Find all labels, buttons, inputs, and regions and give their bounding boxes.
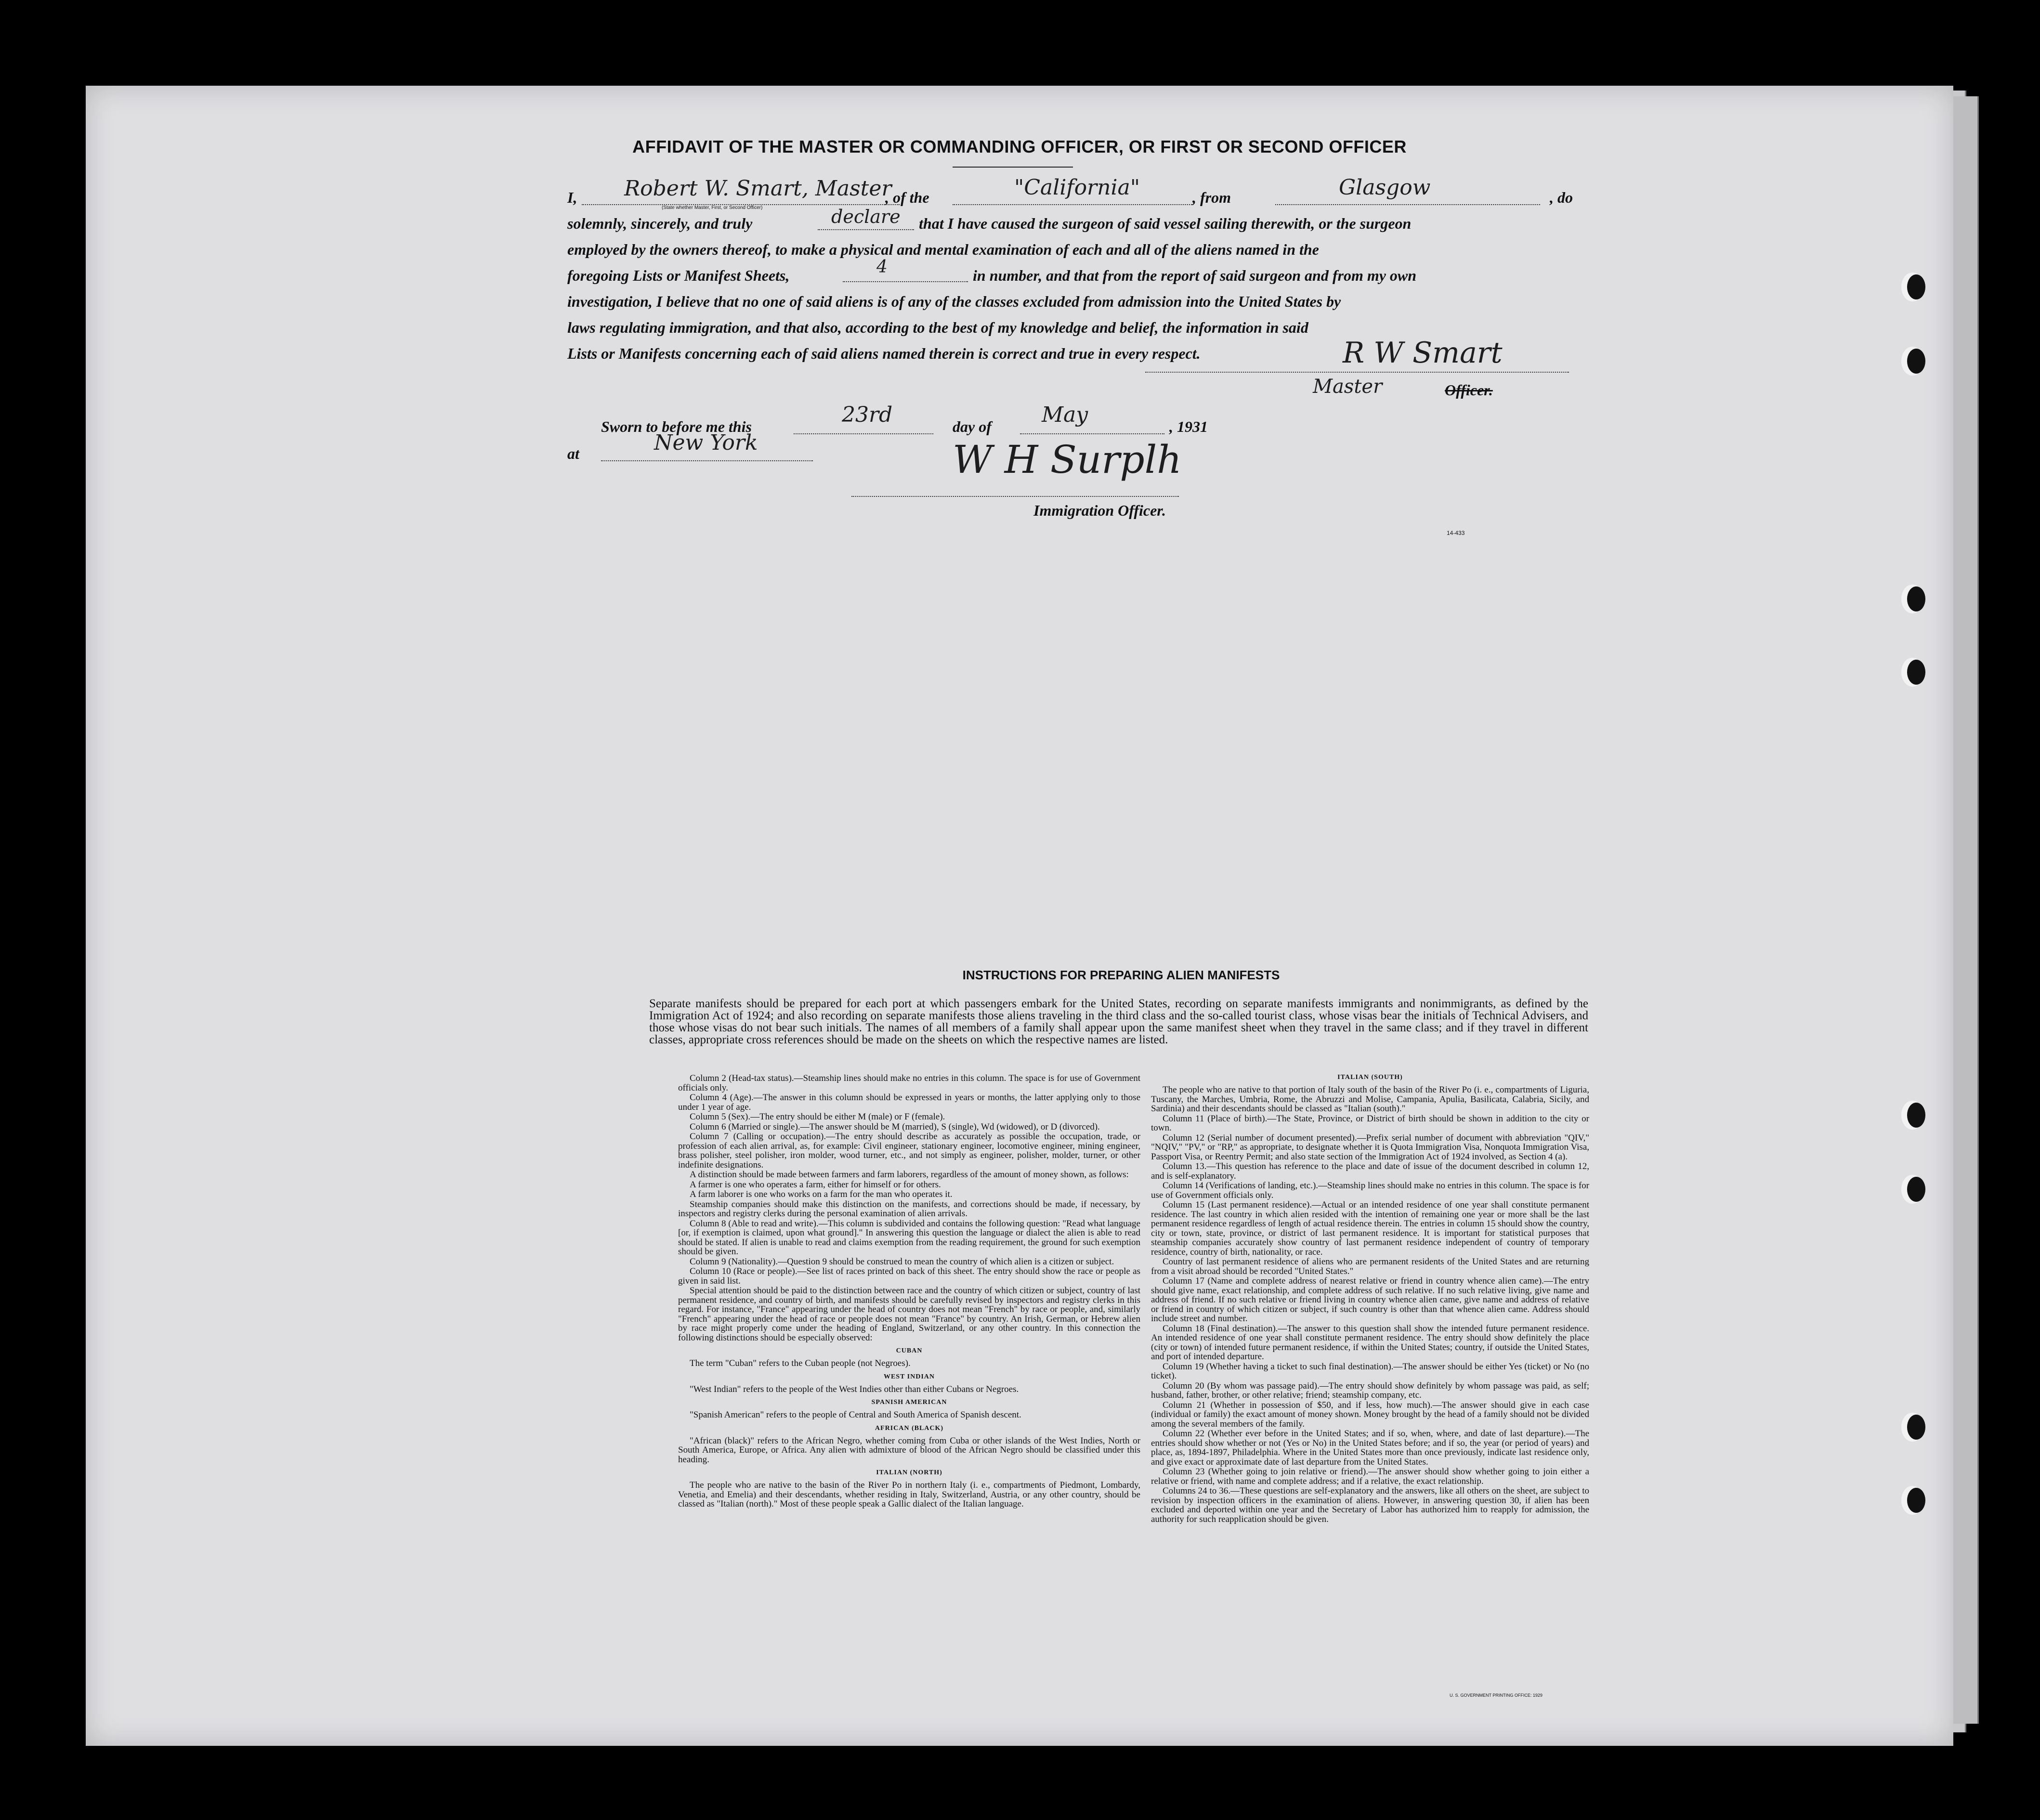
instruction-paragraph: Steamship companies should make this distinction on the manifests, and corrections should be made, if necessary, by inspectors and registry clerks during the personal examination of alien arrivals. [678,1199,1140,1219]
instruction-paragraph: Column 2 (Head-tax status).—Steamship lines should make no entries in this column. The space is for use of Government officials only. [678,1073,1140,1093]
month-line [1020,433,1164,434]
instructions-intro: Separate manifests should be prepared for each port at which passengers embark for the United States, recording on separate manifests immigrants and nonimmigrants, as defined by the Immigration Act of 1924; and also recording on separate manifests those aliens traveling in the third class and the so-called tourist class, whose visas bear the initials of Technical Advisers, and those whose visas do not bear such initials. The names of all members of a family shall appear upon the same manifest sheet when they travel in the same class; and if they travel in different classes, appropriate cross references should be made on the sheets on which the respective names are listed. [649,997,1588,1046]
affidavit-i: I, [567,189,577,206]
do-text: , do [1550,189,1573,206]
manifest-page [86,86,1953,1746]
punch-hole [1907,1177,1925,1202]
italian-south-heading: ITALIAN (SOUTH) [1337,1074,1403,1081]
officer-line [851,496,1179,497]
instruction-paragraph: Column 14 (Verifications of landing, etc.).—Steamship lines should make no entries in this column. The space is for use of Government officials only. [1151,1181,1589,1200]
sworn-month: May [1042,403,1088,427]
rank-note: (State whether Master, First, or Second Officer) [662,205,763,210]
instruction-paragraph: Column 13.—This question has reference to the place and date of issue of the document described in column 12, and is self-explanatory. [1151,1161,1589,1181]
instruction-paragraph: Country of last permanent residence of aliens who are permanent residents of the United States and are returning from a visit abroad should be recorded "United States." [1151,1257,1589,1276]
affidavit-line-2b: that I have caused the surgeon of said vessel sailing therewith, or the surgeon [919,215,1412,232]
instruction-paragraph: Column 19 (Whether having a ticket to such final destination).—The answer should be either Yes (ticket) or No (no ticket). [1151,1361,1589,1381]
printing-credit: U. S. GOVERNMENT PRINTING OFFICE: 1929 [1450,1693,1543,1698]
place-line [601,460,813,461]
instruction-paragraph: The people who are native to that portion of Italy south of the basin of the River Po (i. e., compartments of Liguria, Tuscany, the Marches, Umbria, Rome, the Abruzzi and Molise, Campania, Apulia, Basilicata, Calabria, Sicily, and Sardinia) and their descendants should be classed as "Italian (south)." [1151,1085,1589,1114]
instruction-paragraph: Column 17 (Name and complete address of nearest relative or friend in country whence alien came).—The entry should give name, exact relationship, and complete address of such relative. If no such relative living, give name and address of friend. If no such relative or friend living in country whence alien came, give name and address of relative or friend in country of which citizen or subject, if such country is other than that whence alien came. Address should include street and number. [1151,1276,1589,1324]
affidavit-line-4b: in number, and that from the report of said surgeon and from my own [973,267,1417,284]
affidavit-line-3: employed by the owners thereof, to make a physical and mental examination of each and all of the aliens named in the [567,241,1319,258]
sworn-text: Sworn to before me this [601,418,752,435]
instruction-paragraph: Columns 24 to 36.—These questions are self-explanatory and the answers, like all others on the sheet, are subject to revision by inspection officers in the examination of aliens. However, in answering question 30, if alien has been excluded and deported within one year and the Secretary of Labor has authorized him to reapply for admission, the authority for such reapplication should be given. [1151,1486,1589,1524]
instruction-paragraph: Column 10 (Race or people).—See list of races printed on back of this sheet. The entry should show the race or people as given in said list. [678,1266,1140,1286]
day-line [794,433,933,434]
punch-hole [1907,274,1925,299]
punch-hole [1907,1415,1925,1440]
sheets-line [843,281,968,282]
instruction-paragraph: Column 23 (Whether going to join relative or friend).—The answer should show whether going to join either a relative or friend, with name and complete address; and if a relative, the exact relationship. [1151,1467,1589,1486]
sworn-day: 23rd [842,403,893,427]
punch-hole [1907,1488,1925,1513]
affidavit-line-2a: solemnly, sincerely, and truly [567,215,753,232]
instructions-right-column [1151,1074,1589,1524]
form-number: 14-433 [1447,530,1465,536]
punch-hole [1907,660,1925,685]
west-indian-heading: WEST INDIAN [883,1373,935,1380]
instruction-paragraph: Column 7 (Calling or occupation).—The entry should describe as accurately as possible the occupation, trade, or profession of each alien arrival, as, for example: Civil engineer, stationary engineer, locomotive engineer, mining engineer, brass polisher, steel polisher, iron molder, wood turner, etc., and not simply as engineer, polisher, molder, turner, or other indefinite designations. [678,1131,1140,1170]
instruction-paragraph: Column 22 (Whether ever before in the United States; and if so, when, where, and date of last departure).—The entries should show whether or not (Yes or No) in the United States before; and if so, the year (or period of years) and place, as, 1894-1897, Philadelphia. Where in the United States more than once previously, indicate last residence only, and give exact or approximate date of last departure from the United States. [1151,1429,1589,1467]
punch-hole [1907,586,1925,611]
port-line [1275,204,1540,205]
italian-north-heading: ITALIAN (NORTH) [876,1469,942,1476]
instructions-title: INSTRUCTIONS FOR PREPARING ALIEN MANIFESTS [962,968,1280,982]
cuban-text: The term "Cuban" refers to the Cuban people (not Negroes). [690,1358,911,1368]
from-text: , from [1192,189,1231,206]
instruction-paragraph: Column 21 (Whether in possession of $50, and if less, how much).—The answer should give in each case (individual or family) the exact amount of money shown. Money brought by the head of a family should not be divided among the several members of the family. [1151,1400,1589,1429]
sworn-year: , 1931 [1169,418,1208,435]
instruction-paragraph: Column 6 (Married or single).—The answer should be M (married), S (single), Wd (widowed), or D (divorced). [690,1121,1100,1132]
instruction-paragraph: Column 11 (Place of birth).—The State, Province, or District of birth should be shown in addition to the city or town. [1151,1113,1589,1133]
italian-north-text: The people who are native to the basin of the River Po in northern Italy (i. e., compartments of Piedmont, Lombardy, Venetia, and Emelia) and their descendants, whether residing in Italy, Switzerland, Austria, or any other country, should be classed as "Italian (north)." Most of these people speak a Gallic dialect of the Italian language. [678,1480,1140,1509]
instruction-paragraph: Column 20 (By whom was passage paid).—The entry should show definitely by whom passage was paid, as self; husband, father, brother, or other relative; friend; steamship company, etc. [1151,1380,1589,1400]
affidavit-line-5: investigation, I believe that no one of said aliens is of any of the classes excluded from admission into the United States by [567,293,1341,310]
affidavit-line-6: laws regulating immigration, and that also, according to the best of my knowledge and belief, the information in said [567,319,1308,336]
instructions-left-column [678,1074,1140,1509]
west-indian-text: "West Indian" refers to the people of the West Indies other than either Cubans or Negroes. [690,1384,1019,1394]
african-heading: AFRICAN (BLACK) [875,1424,944,1432]
spanish-american-heading: SPANISH AMERICAN [871,1399,947,1406]
master-signature: R W Smart [1343,336,1503,370]
master-name: Robert W. Smart, Master [624,176,892,201]
instruction-paragraph: A farm laborer is one who works on a farm for the man who operates it. [690,1189,953,1199]
instruction-paragraph: Special attention should be paid to the distinction between race and the country of which citizen or subject, country of last permanent residence, and country of birth, and manifests should be carefully revised by inspectors and registry clerks in this regard. For instance, "France" appearing under the head of country does not mean "French" by race or people, and, similarly "French" appearing under the head of race or people does not mean "France" by country. An Irish, German, or Hebrew alien by race might properly come under the heading of England, Switzerland, or any other country. In this connection the following distinctions should be especially observed: [678,1286,1140,1343]
sheet-count: 4 [876,257,888,277]
punch-hole [1907,349,1925,374]
day-of-text: day of [953,418,992,435]
affidavit-line-7: Lists or Manifests concerning each of said aliens named therein is correct and true in every respect. [567,345,1201,362]
instruction-paragraph: Column 9 (Nationality).—Question 9 should be construed to mean the country of which alien is a citizen or subject. [690,1256,1114,1267]
african-text: "African (black)" refers to the African Negro, whether coming from Cuba or other islands of the West Indies, North or South America, Europe, or Africa. Any alien with admixture of blood of the African Negro should be classified under this heading. [678,1435,1140,1465]
punch-hole [1907,1103,1925,1128]
port-name: Glasgow [1339,175,1431,200]
master-title: Master [1313,376,1383,398]
instruction-paragraph: A farmer is one who operates a farm, either for himself or for others. [690,1179,941,1190]
instruction-paragraph: Column 18 (Final destination).—The answer to this question shall show the intended future permanent residence. An intended residence of one year shall constitute permanent residence. The entry should show definitely the place (city or town) of intended future permanent residence, if within the United States; country, if outside the United States, and port of intended departure. [1151,1323,1589,1362]
vessel-name: "California" [1014,175,1140,200]
vessel-line [953,204,1193,205]
cuban-heading: CUBAN [896,1347,923,1354]
instruction-paragraph: Column 4 (Age).—The answer in this column should be expressed in years or months, the latter applying only to those under 1 year of age. [678,1092,1140,1112]
at-text: at [567,445,579,462]
spanish-american-text: "Spanish American" refers to the people of Central and South America of Spanish descent. [690,1410,1021,1420]
instruction-paragraph: A distinction should be made between farmers and farm laborers, regardless of the amount of money shown, as follows: [690,1170,1129,1180]
affidavit-line-4a: foregoing Lists or Manifest Sheets, [567,267,790,284]
instruction-paragraph: Column 8 (Able to read and write).—This column is subdivided and contains the following question: "Read what language [or, if exemption is claimed, upon what ground]." In answering this question the language or dialect the alien is able to read should be stated. If alien is unable to read and claims exemption from the reading requirement, the ground for such exemption should be given. [678,1218,1140,1257]
officer-signature: W H Surplh [953,437,1182,482]
immigration-officer: Immigration Officer. [1033,502,1166,519]
declare-line [818,229,914,230]
instruction-paragraph: Column 5 (Sex).—The entry should be either M (male) or F (female). [690,1112,945,1122]
of-the-text: , of the [885,189,929,206]
sworn-place: New York [654,430,758,455]
signature-line [1145,372,1569,373]
declare-word: declare [831,206,901,227]
title-rule [953,167,1073,168]
officer-title: Officer. [1445,381,1493,399]
affidavit-title: AFFIDAVIT OF THE MASTER OR COMMANDING OFFICER, OR FIRST OR SECOND OFFICER [632,137,1407,156]
instruction-paragraph: Column 12 (Serial number of document presented).—Prefix serial number of document with abbreviation "QIV," "NQIV," "PV," or "RP," as appropriate, to designate whether it is Quota Immigration Visa, Nonquota Immigration Visa, Passport Visa, or Reentry Permit; and also state section of the Immigration Act of 1924 involved, as Section 4 (a). [1151,1132,1589,1162]
instruction-paragraph: Column 15 (Last permanent residence).—Actual or an intended residence of one year shall constitute permanent residence. The last country in which alien resided with the intention of remaining one year or more shall be the last permanent residence regardless of length of actual residence therein. The entries in column 15 should show the country, city or town, state, province, or district of last permanent residence. It is important for statistical purposes that steamship companies accurately show country of last permanent residence independent of country of temporary residence, country of birth, nationality, or race. [1151,1200,1589,1257]
